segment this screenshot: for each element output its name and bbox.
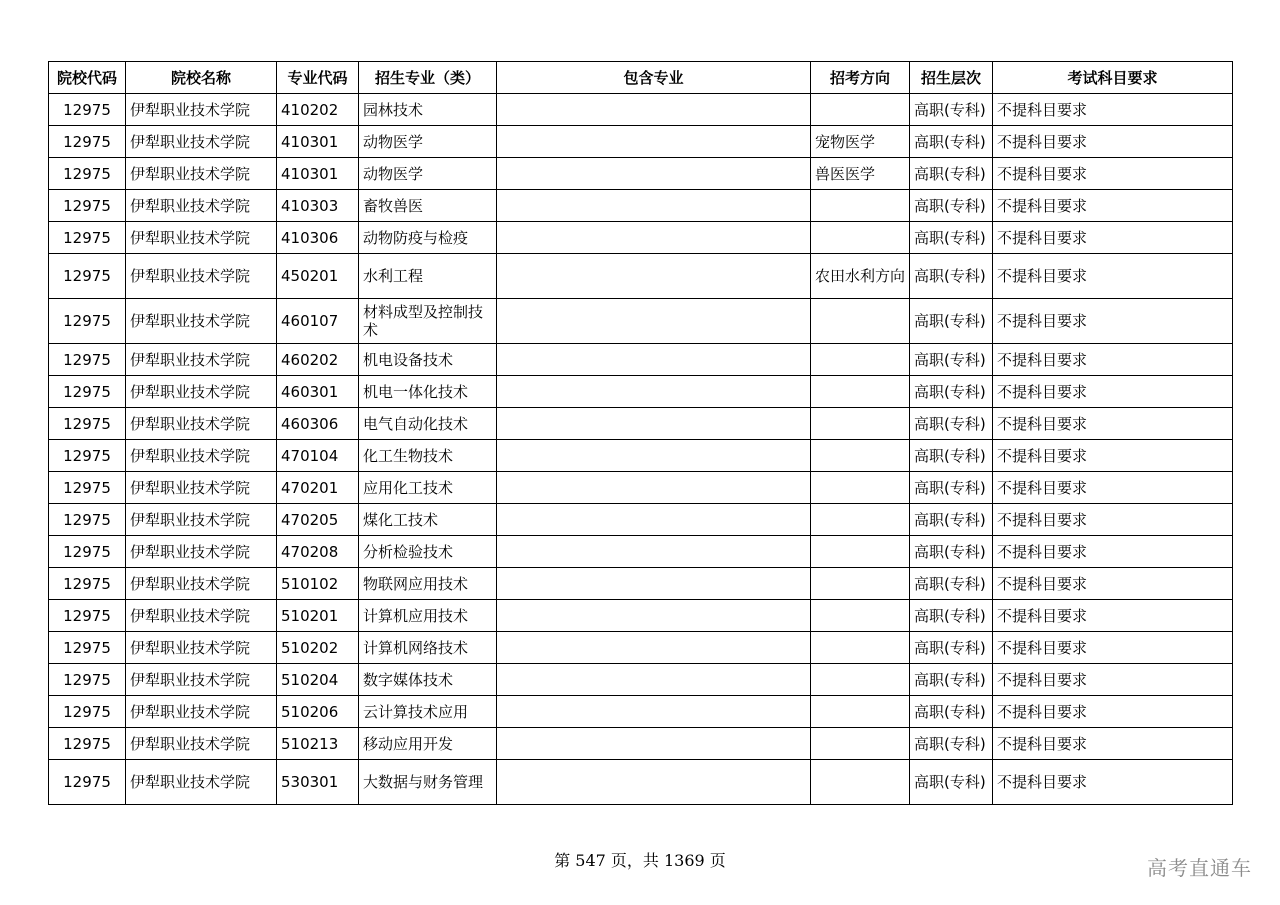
- cell-school-code: 12975: [49, 536, 126, 568]
- cell-requirement: 不提科目要求: [993, 536, 1233, 568]
- cell-school-code: 12975: [49, 344, 126, 376]
- cell-major-code: 410301: [277, 126, 359, 158]
- cell-requirement: 不提科目要求: [993, 696, 1233, 728]
- cell-major: 机电设备技术: [359, 344, 497, 376]
- header-level: 招生层次: [910, 62, 993, 94]
- cell-included-majors: [497, 190, 811, 222]
- cell-major: 动物医学: [359, 126, 497, 158]
- cell-requirement: 不提科目要求: [993, 664, 1233, 696]
- cell-requirement: 不提科目要求: [993, 376, 1233, 408]
- cell-school-code: 12975: [49, 222, 126, 254]
- cell-level: 高职(专科): [910, 190, 993, 222]
- cell-major-code: 460301: [277, 376, 359, 408]
- cell-major: 计算机网络技术: [359, 632, 497, 664]
- cell-school-name: 伊犁职业技术学院: [126, 126, 277, 158]
- cell-direction: [811, 504, 910, 536]
- cell-school-name: 伊犁职业技术学院: [126, 536, 277, 568]
- cell-major-code: 510206: [277, 696, 359, 728]
- cell-major-code: 470205: [277, 504, 359, 536]
- cell-school-code: 12975: [49, 440, 126, 472]
- table-row: [49, 408, 1233, 440]
- cell-direction: 农田水利方向: [811, 254, 910, 299]
- cell-direction: [811, 600, 910, 632]
- cell-level: 高职(专科): [910, 408, 993, 440]
- cell-direction: 宠物医学: [811, 126, 910, 158]
- cell-school-name: 伊犁职业技术学院: [126, 472, 277, 504]
- cell-level: 高职(专科): [910, 472, 993, 504]
- table-row: [49, 190, 1233, 222]
- cell-requirement: 不提科目要求: [993, 408, 1233, 440]
- cell-requirement: 不提科目要求: [993, 190, 1233, 222]
- cell-school-code: 12975: [49, 664, 126, 696]
- cell-direction: [811, 696, 910, 728]
- cell-level: 高职(专科): [910, 376, 993, 408]
- cell-major: 水利工程: [359, 254, 497, 299]
- cell-school-name: 伊犁职业技术学院: [126, 344, 277, 376]
- table-row: [49, 440, 1233, 472]
- cell-major: 动物防疫与检疫: [359, 222, 497, 254]
- cell-school-name: 伊犁职业技术学院: [126, 632, 277, 664]
- cell-requirement: 不提科目要求: [993, 299, 1233, 344]
- cell-major-code: 460202: [277, 344, 359, 376]
- cell-school-name: 伊犁职业技术学院: [126, 222, 277, 254]
- cell-level: 高职(专科): [910, 536, 993, 568]
- cell-school-code: 12975: [49, 472, 126, 504]
- header-major: 招生专业（类）: [359, 62, 497, 94]
- cell-requirement: 不提科目要求: [993, 632, 1233, 664]
- cell-major: 计算机应用技术: [359, 600, 497, 632]
- cell-direction: [811, 728, 910, 760]
- cell-level: 高职(专科): [910, 440, 993, 472]
- cell-direction: [811, 408, 910, 440]
- cell-major: 分析检验技术: [359, 536, 497, 568]
- header-row: [49, 62, 1233, 94]
- cell-major-code: 510213: [277, 728, 359, 760]
- cell-included-majors: [497, 408, 811, 440]
- cell-school-name: 伊犁职业技术学院: [126, 664, 277, 696]
- table-row: [49, 632, 1233, 664]
- cell-included-majors: [497, 472, 811, 504]
- cell-major-code: 410306: [277, 222, 359, 254]
- cell-included-majors: [497, 632, 811, 664]
- cell-included-majors: [497, 504, 811, 536]
- cell-included-majors: [497, 126, 811, 158]
- cell-included-majors: [497, 299, 811, 344]
- cell-school-code: 12975: [49, 568, 126, 600]
- cell-major-code: 470208: [277, 536, 359, 568]
- cell-major-code: 470104: [277, 440, 359, 472]
- header-major-code: 专业代码: [277, 62, 359, 94]
- table-row: [49, 344, 1233, 376]
- cell-requirement: 不提科目要求: [993, 760, 1233, 805]
- cell-level: 高职(专科): [910, 94, 993, 126]
- cell-school-code: 12975: [49, 126, 126, 158]
- cell-major-code: 470201: [277, 472, 359, 504]
- table-row: [49, 536, 1233, 568]
- cell-included-majors: [497, 536, 811, 568]
- cell-major: 物联网应用技术: [359, 568, 497, 600]
- header-school-code: 院校代码: [49, 62, 126, 94]
- cell-included-majors: [497, 376, 811, 408]
- cell-requirement: 不提科目要求: [993, 504, 1233, 536]
- cell-level: 高职(专科): [910, 664, 993, 696]
- table-row: [49, 299, 1233, 344]
- cell-included-majors: [497, 222, 811, 254]
- cell-major: 大数据与财务管理: [359, 760, 497, 805]
- cell-direction: [811, 376, 910, 408]
- cell-school-code: 12975: [49, 600, 126, 632]
- cell-included-majors: [497, 696, 811, 728]
- cell-level: 高职(专科): [910, 632, 993, 664]
- cell-requirement: 不提科目要求: [993, 344, 1233, 376]
- cell-school-name: 伊犁职业技术学院: [126, 600, 277, 632]
- cell-school-code: 12975: [49, 299, 126, 344]
- cell-requirement: 不提科目要求: [993, 728, 1233, 760]
- cell-requirement: 不提科目要求: [993, 600, 1233, 632]
- header-school-name: 院校名称: [126, 62, 277, 94]
- cell-requirement: 不提科目要求: [993, 254, 1233, 299]
- cell-included-majors: [497, 94, 811, 126]
- cell-direction: [811, 344, 910, 376]
- cell-requirement: 不提科目要求: [993, 472, 1233, 504]
- cell-level: 高职(专科): [910, 222, 993, 254]
- cell-direction: [811, 760, 910, 805]
- cell-school-name: 伊犁职业技术学院: [126, 254, 277, 299]
- table-row: [49, 376, 1233, 408]
- cell-school-code: 12975: [49, 408, 126, 440]
- cell-included-majors: [497, 664, 811, 696]
- cell-direction: [811, 222, 910, 254]
- cell-school-name: 伊犁职业技术学院: [126, 728, 277, 760]
- cell-requirement: 不提科目要求: [993, 94, 1233, 126]
- table-row: [49, 760, 1233, 805]
- cell-major-code: 510102: [277, 568, 359, 600]
- cell-included-majors: [497, 568, 811, 600]
- cell-school-name: 伊犁职业技术学院: [126, 376, 277, 408]
- cell-school-code: 12975: [49, 158, 126, 190]
- cell-level: 高职(专科): [910, 254, 993, 299]
- cell-major: 移动应用开发: [359, 728, 497, 760]
- cell-major: 材料成型及控制技术: [359, 299, 497, 344]
- cell-school-name: 伊犁职业技术学院: [126, 440, 277, 472]
- cell-level: 高职(专科): [910, 600, 993, 632]
- cell-school-code: 12975: [49, 94, 126, 126]
- cell-included-majors: [497, 440, 811, 472]
- table-header: [49, 62, 1233, 94]
- cell-included-majors: [497, 344, 811, 376]
- cell-major: 化工生物技术: [359, 440, 497, 472]
- cell-major: 畜牧兽医: [359, 190, 497, 222]
- cell-included-majors: [497, 760, 811, 805]
- cell-major-code: 460306: [277, 408, 359, 440]
- cell-school-name: 伊犁职业技术学院: [126, 299, 277, 344]
- cell-level: 高职(专科): [910, 344, 993, 376]
- cell-school-name: 伊犁职业技术学院: [126, 568, 277, 600]
- cell-school-name: 伊犁职业技术学院: [126, 504, 277, 536]
- cell-major-code: 410202: [277, 94, 359, 126]
- cell-direction: [811, 440, 910, 472]
- cell-direction: [811, 94, 910, 126]
- cell-requirement: 不提科目要求: [993, 568, 1233, 600]
- table-row: [49, 696, 1233, 728]
- cell-school-code: 12975: [49, 504, 126, 536]
- table-row: [49, 472, 1233, 504]
- watermark-logo-text: 高考直通车: [1147, 856, 1252, 880]
- table-body: [49, 94, 1233, 805]
- cell-school-name: 伊犁职业技术学院: [126, 190, 277, 222]
- cell-level: 高职(专科): [910, 158, 993, 190]
- cell-level: 高职(专科): [910, 696, 993, 728]
- admissions-table: [48, 61, 1233, 805]
- cell-major: 煤化工技术: [359, 504, 497, 536]
- table-row: [49, 126, 1233, 158]
- cell-major-code: 530301: [277, 760, 359, 805]
- cell-included-majors: [497, 728, 811, 760]
- cell-major-code: 410303: [277, 190, 359, 222]
- page-number: 第 547 页，共 1369 页: [554, 851, 726, 870]
- cell-level: 高职(专科): [910, 760, 993, 805]
- cell-major: 数字媒体技术: [359, 664, 497, 696]
- cell-level: 高职(专科): [910, 299, 993, 344]
- table-row: [49, 504, 1233, 536]
- cell-major-code: 450201: [277, 254, 359, 299]
- cell-school-name: 伊犁职业技术学院: [126, 94, 277, 126]
- cell-major: 园林技术: [359, 94, 497, 126]
- table-row: [49, 158, 1233, 190]
- table-row: [49, 568, 1233, 600]
- cell-school-code: 12975: [49, 760, 126, 805]
- cell-requirement: 不提科目要求: [993, 158, 1233, 190]
- cell-major: 电气自动化技术: [359, 408, 497, 440]
- cell-major: 云计算技术应用: [359, 696, 497, 728]
- cell-requirement: 不提科目要求: [993, 222, 1233, 254]
- table-row: [49, 222, 1233, 254]
- cell-major-code: 460107: [277, 299, 359, 344]
- cell-school-code: 12975: [49, 696, 126, 728]
- cell-direction: 兽医医学: [811, 158, 910, 190]
- table-row: [49, 254, 1233, 299]
- cell-direction: [811, 536, 910, 568]
- cell-school-code: 12975: [49, 254, 126, 299]
- table-row: [49, 600, 1233, 632]
- cell-included-majors: [497, 254, 811, 299]
- cell-major-code: 510202: [277, 632, 359, 664]
- cell-level: 高职(专科): [910, 728, 993, 760]
- cell-requirement: 不提科目要求: [993, 440, 1233, 472]
- cell-requirement: 不提科目要求: [993, 126, 1233, 158]
- cell-major-code: 410301: [277, 158, 359, 190]
- cell-level: 高职(专科): [910, 504, 993, 536]
- cell-direction: [811, 632, 910, 664]
- cell-school-code: 12975: [49, 190, 126, 222]
- cell-major-code: 510201: [277, 600, 359, 632]
- cell-school-name: 伊犁职业技术学院: [126, 408, 277, 440]
- cell-major: 应用化工技术: [359, 472, 497, 504]
- cell-school-code: 12975: [49, 728, 126, 760]
- cell-school-name: 伊犁职业技术学院: [126, 158, 277, 190]
- cell-included-majors: [497, 158, 811, 190]
- cell-major: 机电一体化技术: [359, 376, 497, 408]
- table-row: [49, 94, 1233, 126]
- cell-direction: [811, 299, 910, 344]
- cell-direction: [811, 472, 910, 504]
- cell-level: 高职(专科): [910, 126, 993, 158]
- header-included-majors: 包含专业: [497, 62, 811, 94]
- cell-school-name: 伊犁职业技术学院: [126, 696, 277, 728]
- table-row: [49, 728, 1233, 760]
- cell-school-name: 伊犁职业技术学院: [126, 760, 277, 805]
- header-direction: 招考方向: [811, 62, 910, 94]
- table-row: [49, 664, 1233, 696]
- cell-direction: [811, 190, 910, 222]
- cell-included-majors: [497, 600, 811, 632]
- header-requirement: 考试科目要求: [993, 62, 1233, 94]
- cell-school-code: 12975: [49, 632, 126, 664]
- cell-level: 高职(专科): [910, 568, 993, 600]
- cell-major-code: 510204: [277, 664, 359, 696]
- cell-direction: [811, 664, 910, 696]
- cell-school-code: 12975: [49, 376, 126, 408]
- cell-major: 动物医学: [359, 158, 497, 190]
- cell-direction: [811, 568, 910, 600]
